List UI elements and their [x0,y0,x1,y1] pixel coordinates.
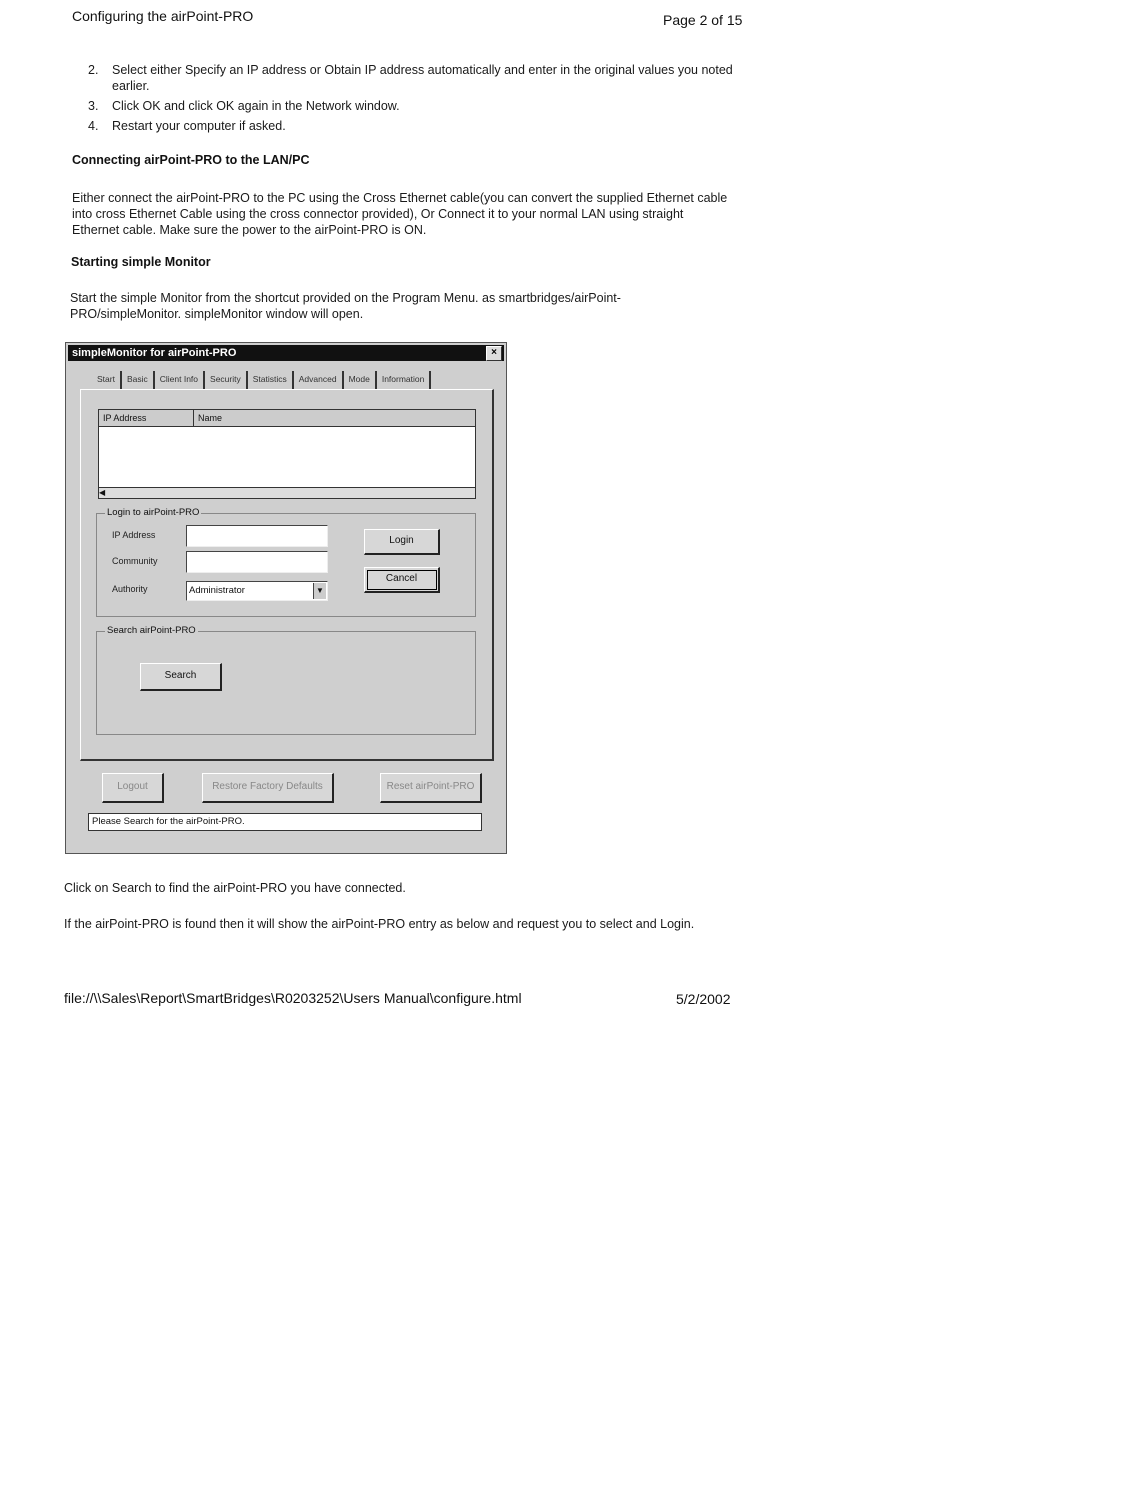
footer-path: file://\\Sales\Report\SmartBridges\R0203252\Users Manual\configure.html [64,990,522,1006]
window-title: simpleMonitor for airPoint-PRO [72,347,237,359]
simple-monitor-window [65,342,507,854]
login-button[interactable]: Login [364,529,440,555]
login-group-label: Login to airPoint-PRO [107,507,200,518]
column-ip-address[interactable]: IP Address [99,410,194,426]
tab-client-info[interactable]: Client Info [155,371,205,389]
restore-factory-defaults-button[interactable]: Restore Factory Defaults [202,773,334,803]
chevron-down-icon[interactable]: ▼ [313,583,326,599]
status-bar: Please Search for the airPoint-PRO. [88,813,482,831]
step-item [88,62,738,94]
authority-label: Authority [112,584,148,594]
section-heading-simple-monitor: Starting simple Monitor [71,255,211,269]
step-text: Select either Specify an IP address or Obtain IP address automatically and enter in the original values you noted earlier. [112,63,733,93]
step-number: 4. [88,119,99,133]
search-button[interactable]: Search [140,663,222,691]
tab-statistics[interactable]: Statistics [248,371,294,389]
cancel-button[interactable]: Cancel [364,567,440,593]
device-list[interactable] [98,409,476,499]
section-text-simple-monitor: Start the simple Monitor from the shortcut provided on the Program Menu. as smartbridges/airPoint-PRO/simpleMonitor. simpleMonitor window will open. [70,291,621,321]
tab-advanced[interactable]: Advanced [294,371,344,389]
horizontal-scrollbar[interactable] [99,487,475,498]
ip-address-label: IP Address [112,530,156,540]
search-group-label: Search airPoint-PRO [107,625,196,636]
authority-select[interactable] [186,581,328,601]
steps-list [88,62,738,138]
logout-button[interactable]: Logout [102,773,164,803]
authority-value: Administrator [189,585,245,596]
ip-address-input[interactable] [186,525,328,547]
header-title: Configuring the airPoint-PRO [72,8,254,24]
section-text-connecting: Either connect the airPoint-PRO to the PC using the Cross Ethernet cable(you can convert the supplied Ethernet cable into cross Ethernet Cable using the cross connector provided), Or Connect it to your normal LAN using straight Ethernet cable. Make sure the power to the airPoint-PRO is ON. [72,191,728,237]
page-number: Page 2 of 15 [663,12,743,28]
section-heading-connecting: Connecting airPoint-PRO to the LAN/PC [72,153,310,167]
step-number: 3. [88,99,99,113]
step-number: 2. [88,63,99,77]
step-item [88,118,738,134]
community-input[interactable] [186,551,328,573]
tab-strip [92,371,431,389]
community-label: Community [112,556,158,566]
tab-mode[interactable]: Mode [344,371,377,389]
step-item [88,98,738,114]
tab-basic[interactable]: Basic [122,371,155,389]
para-if-found: If the airPoint-PRO is found then it will show the airPoint-PRO entry as below and request you to select and Login. [64,917,695,931]
tab-information[interactable]: Information [377,371,432,389]
step-text: Restart your computer if asked. [112,119,286,133]
tab-start[interactable]: Start [92,371,122,389]
column-name[interactable]: Name [198,413,223,423]
scroll-left-icon[interactable]: ◀ [99,488,106,497]
close-icon[interactable]: × [486,346,502,361]
tab-security[interactable]: Security [205,371,248,389]
device-list-header [99,410,475,427]
footer-date: 5/2/2002 [676,991,731,1007]
reset-airpoint-button[interactable]: Reset airPoint-PRO [380,773,482,803]
step-text: Click OK and click OK again in the Network window. [112,99,400,113]
para-click-search: Click on Search to find the airPoint-PRO you have connected. [64,881,406,895]
window-titlebar [68,345,504,361]
